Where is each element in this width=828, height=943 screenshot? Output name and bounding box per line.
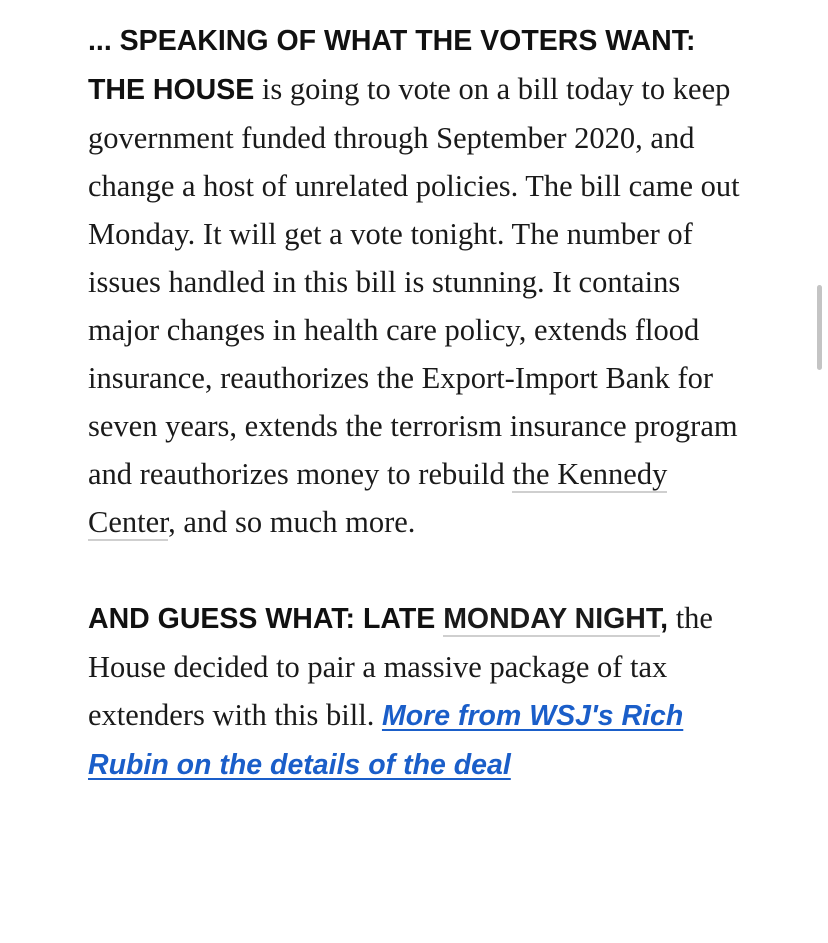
wsj-rich-rubin-link[interactable]: More from WSJ's Rich Rubin on the details of the deal (88, 700, 684, 781)
lead-heading-guess-what: AND GUESS WHAT: LATE (88, 603, 444, 635)
paragraph-tax-extenders (88, 594, 748, 789)
paragraph-text-end: , and so much more. (168, 505, 416, 539)
paragraph-text: is going to vote on a bill today to keep government funded through September 2020, and change a host of unrelated policies. The bill came out Monday. It will get a vote tonight. The number of issues handled in this bill is stunning. It contains major changes in health care policy, extends flood insurance, reauthorizes the Export-Import Bank for seven years, extends the terrorism insurance program and reauthorizes money to rebuild (88, 72, 740, 491)
paragraph-house-vote (88, 16, 748, 546)
article-body (88, 16, 748, 837)
monday-night-link[interactable]: MONDAY NIGHT (443, 603, 661, 635)
scrollbar-thumb[interactable] (817, 285, 822, 370)
paragraph-text: the House decided to pair a massive package of tax extenders with this bill. (88, 601, 713, 732)
kennedy-center-link[interactable]: the Kennedy Center (88, 457, 668, 539)
lead-heading-comma: , (660, 603, 669, 635)
lead-heading-house-vote: ... SPEAKING OF WHAT THE VOTERS WANT: THE HOUSE (88, 25, 696, 106)
